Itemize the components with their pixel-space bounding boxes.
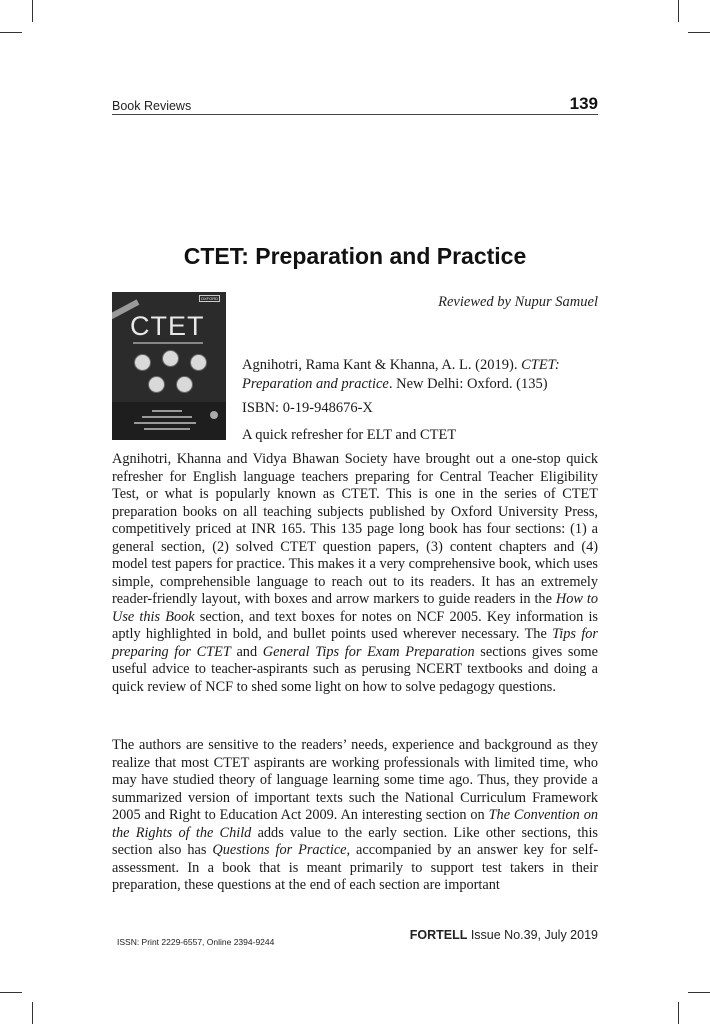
cover-publisher-mark: OXFORD — [200, 296, 218, 301]
cover-subtitle-bar — [133, 342, 203, 344]
journal-name: FORTELL — [409, 928, 468, 942]
crop-mark-top-left — [32, 0, 33, 22]
cover-text-line — [134, 422, 196, 424]
cover-circle — [134, 354, 151, 371]
crop-mark-top-left-h — [0, 32, 22, 33]
text-run: adds value to the early section. Like other sections, this section also has — [112, 824, 598, 858]
page-number: 139 — [569, 94, 598, 113]
crop-mark-bottom-left-h — [0, 992, 22, 993]
text-run: sections gives some useful advice to teacher-aspirants such as perusing NCERT textbooks and doing a quick review of NCF to shed some light on how to solve pedagogy questions. — [112, 643, 598, 695]
cover-circle — [176, 376, 193, 393]
cover-text-line — [142, 416, 192, 418]
italic-run: Tips for preparing for CTET — [112, 626, 598, 660]
italic-run: General Tips for Exam Preparation — [262, 643, 475, 660]
cover-text-line — [152, 410, 182, 412]
citation-authors: Agnihotri, Rama Kant & Khanna, A. L. (2019). — [242, 357, 518, 373]
book-citation — [242, 356, 598, 393]
crop-mark-bottom-right-h — [688, 992, 710, 993]
header-rule — [112, 114, 598, 115]
citation-book-title: CTET: Preparation and practice — [242, 357, 560, 392]
text-run: section, and text boxes for notes on NCF 2005. Key information is aptly highlighted in bold, and bullet points used wherever necessary. The — [112, 608, 598, 642]
crop-mark-top-right — [678, 0, 679, 22]
review-tagline: A quick refresher for ELT and CTET — [242, 427, 457, 443]
cover-text-line — [144, 428, 190, 430]
issue-info: Issue No.39, July 2019 — [467, 928, 598, 942]
cover-bottom-band — [112, 402, 226, 440]
italic-run: Questions for Practice — [212, 842, 347, 858]
cover-title: CTET — [130, 311, 205, 341]
italic-run: How to Use this Book — [112, 591, 598, 625]
citation-details: . New Delhi: Oxford. (135) — [388, 375, 548, 392]
italic-run: The Convention on the Rights of the Child — [112, 807, 599, 841]
footer-issn: ISSN: Print 2229-6557, Online 2394-9244 — [117, 937, 275, 947]
cover-circle — [148, 376, 165, 393]
crop-mark-top-right-h — [688, 32, 710, 33]
text-run: The authors are sensitive to the readers’ needs, experience and background as they realize that most CTET aspirants are working professionals with limited time, who may have studied theory of language learning some time ago. Thus, they provide a summarized version of important texts such the National Curriculum Framework 2005 and Right to Education Act 2009. An interesting section on — [112, 737, 598, 823]
review-title: CTET: Preparation and Practice — [183, 243, 527, 269]
book-cover-image — [112, 292, 226, 440]
text-run: and — [230, 643, 263, 660]
body-paragraph-1 — [112, 451, 598, 696]
text-run: Agnihotri, Khanna and Vidya Bhawan Society have brought out a one-stop quick refresher for English language teachers preparing for Central Teacher Eligibility Test, or what is popularly known as CTET. This is one in the series of CTET preparation books on all teaching subjects published by Oxford University Press, competitively priced at INR 165. This 135 page long book has four sections: (1) a general section, (2) solved CTET question papers, (3) content chapters and (4) model test papers for practice. This makes it a very comprehensive book, which uses simple, comprehensible language to reach out to its readers. It has an extremely reader-friendly layout, with boxes and arrow markers to guide readers in the — [112, 451, 598, 607]
running-head — [112, 94, 598, 115]
section-name: Book Reviews — [112, 99, 192, 113]
cover-seal-icon — [210, 411, 218, 419]
text-run: , accompanied by an answer key for self-assessment. In a book that is meant primarily to support test takers in their preparation, these questions at the end of each section are important — [112, 842, 598, 893]
footer-journal-info — [410, 928, 598, 942]
reviewer-byline: Reviewed by Nupur Samuel — [438, 294, 598, 310]
cover-circle — [190, 354, 207, 371]
crop-mark-bottom-right — [678, 1002, 679, 1024]
isbn: ISBN: 0-19-948676-X — [242, 400, 373, 416]
crop-mark-bottom-left — [32, 1002, 33, 1024]
body-paragraph-2 — [112, 737, 598, 895]
cover-circle — [162, 350, 179, 367]
